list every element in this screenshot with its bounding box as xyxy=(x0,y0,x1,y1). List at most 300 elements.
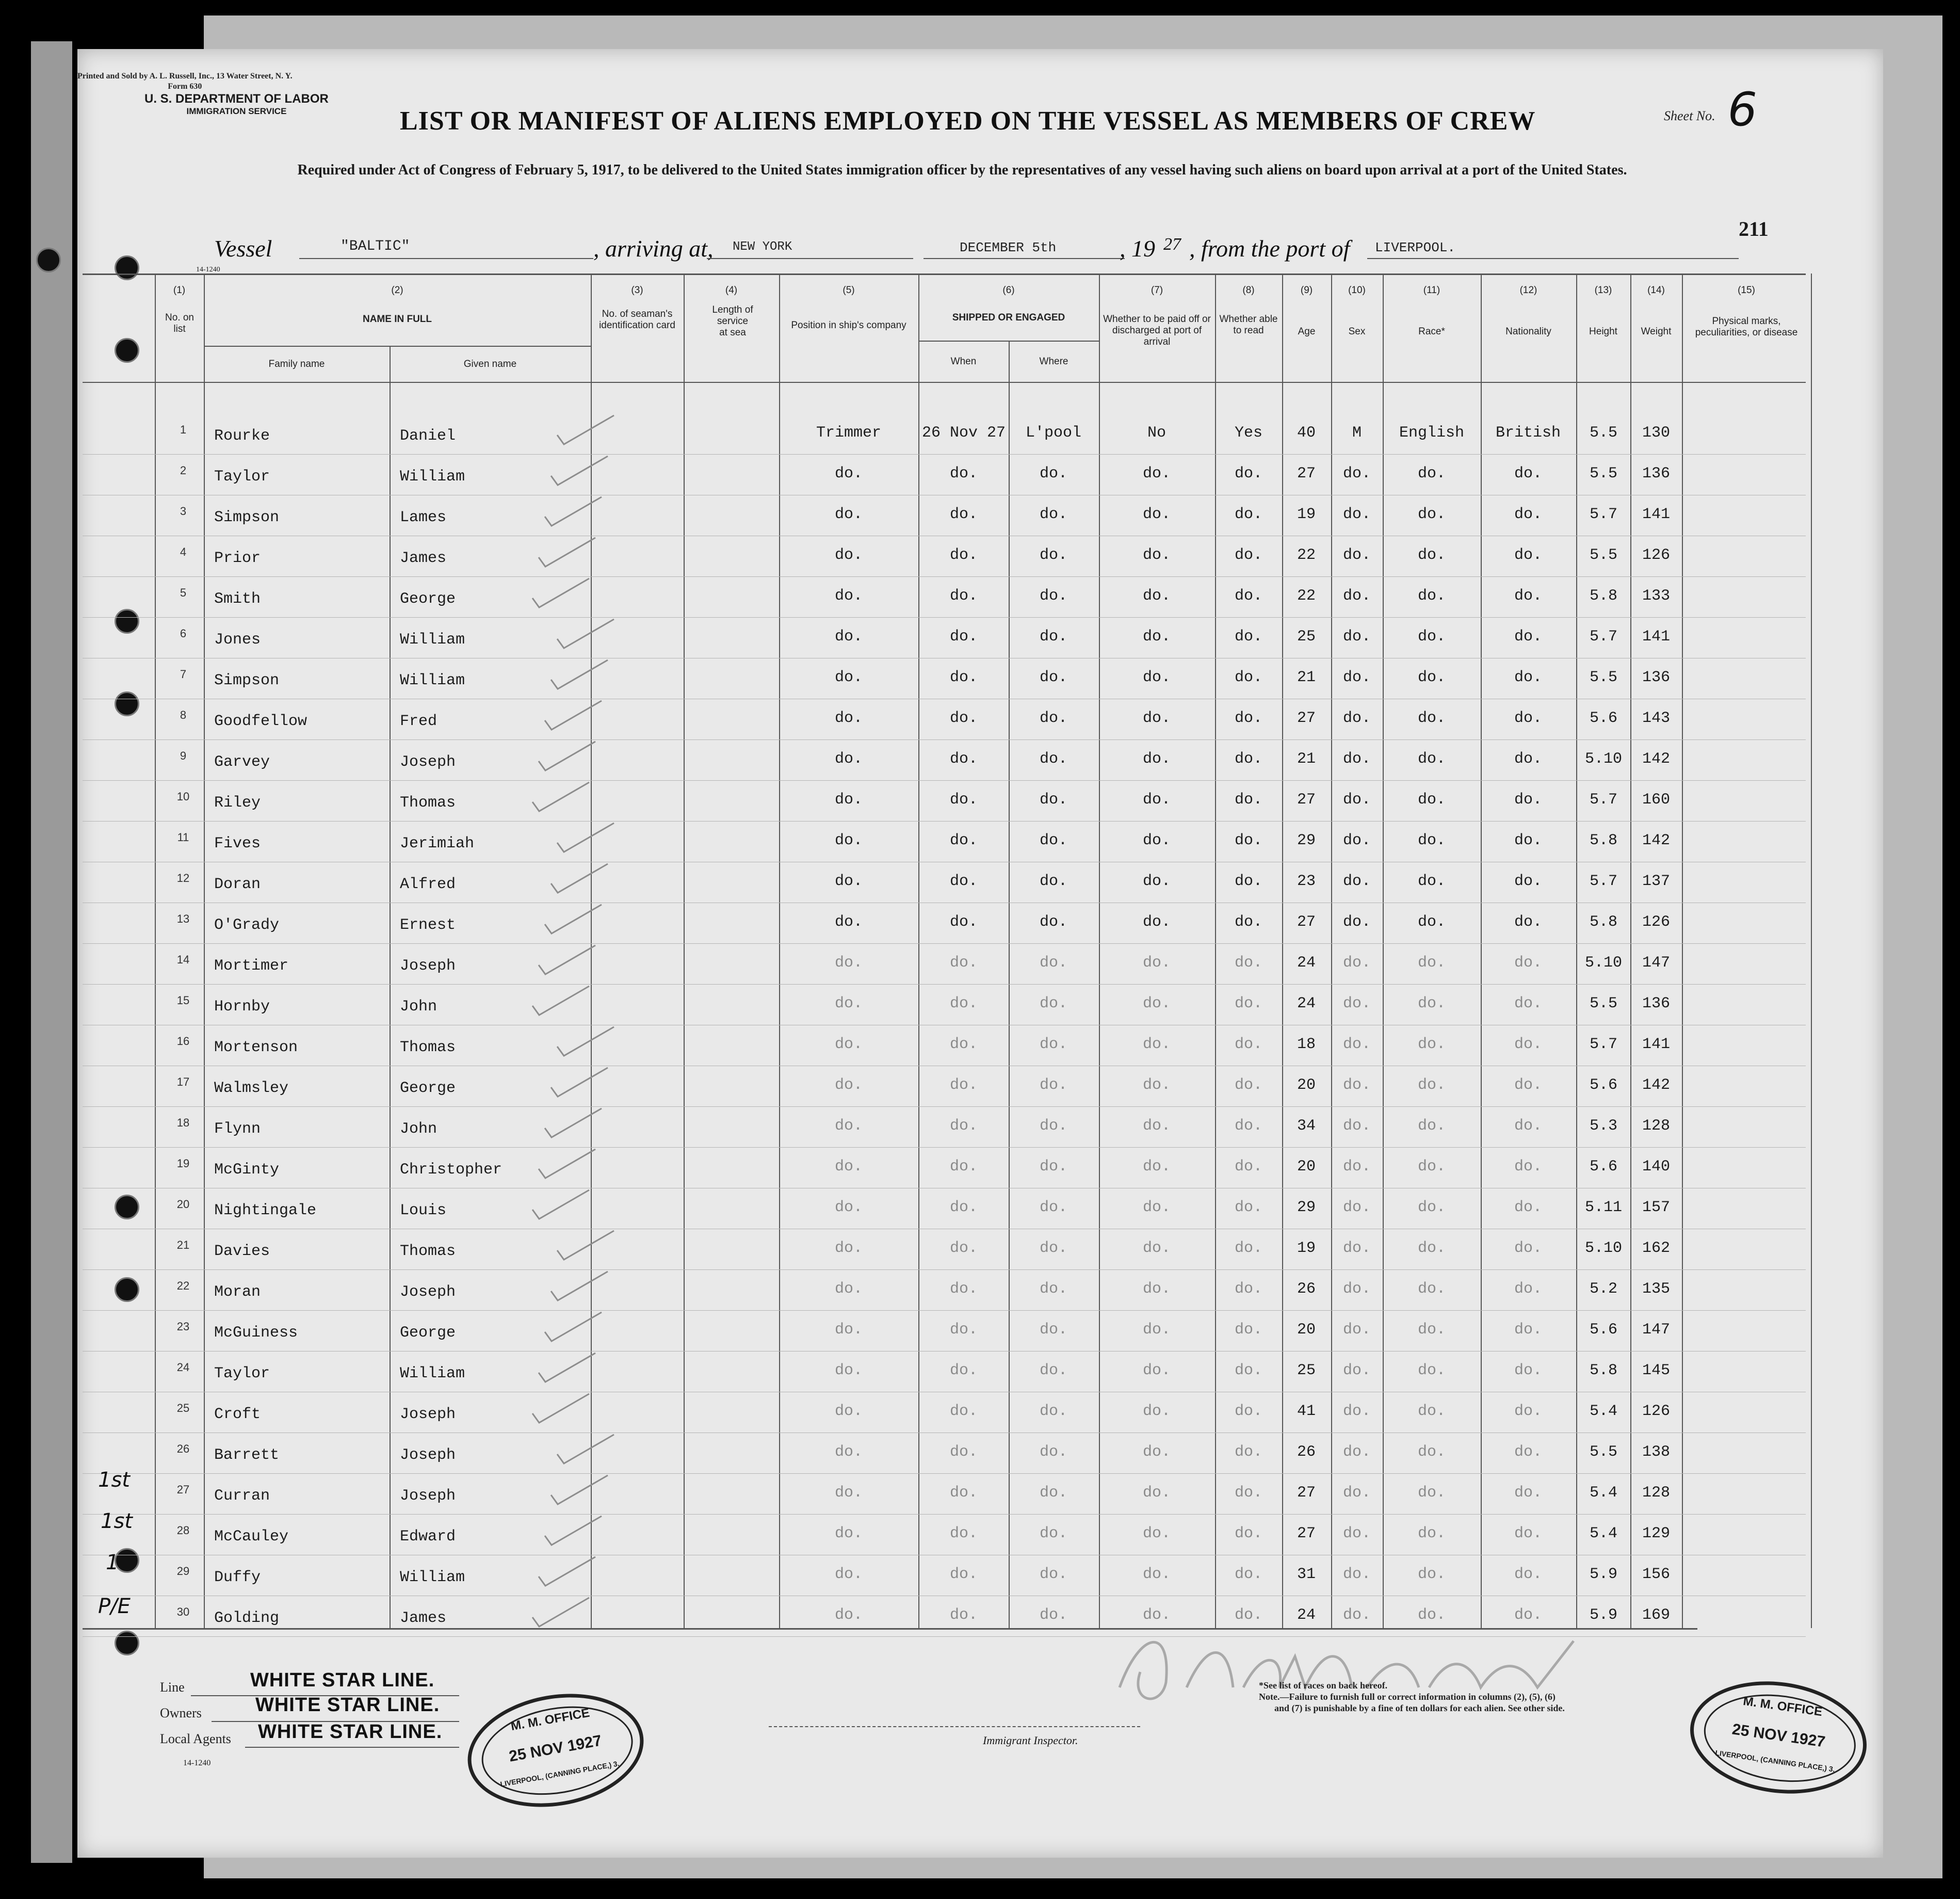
cell-position: do. xyxy=(834,954,863,972)
cell-list-number: 22 xyxy=(176,1279,190,1292)
cell-paid-off: do. xyxy=(1142,913,1171,931)
cell-shipped-when: 26 Nov 27 xyxy=(921,424,1006,442)
cell-able-to-read: do. xyxy=(1234,1566,1263,1583)
cell-nationality: do. xyxy=(1514,913,1543,931)
cell-position: do. xyxy=(834,628,863,646)
cell-nationality: do. xyxy=(1514,995,1543,1012)
cell-sex: do. xyxy=(1342,669,1371,686)
cell-position: do. xyxy=(834,1403,863,1420)
cell-shipped-where: do. xyxy=(1039,1036,1068,1053)
cell-height: 5.4 xyxy=(1589,1525,1618,1542)
cell-sex: do. xyxy=(1342,506,1371,523)
cell-paid-off: do. xyxy=(1142,1484,1171,1502)
cell-paid-off: do. xyxy=(1142,1117,1171,1135)
cell-weight: 129 xyxy=(1642,1525,1671,1542)
cell-shipped-where: do. xyxy=(1039,628,1068,646)
cell-list-number: 26 xyxy=(176,1442,190,1455)
cell-paid-off: do. xyxy=(1142,1158,1171,1176)
checkmark-icon xyxy=(555,1026,617,1062)
cell-age: 18 xyxy=(1297,1036,1316,1053)
vessel-name: "BALTIC" xyxy=(341,238,410,254)
cell-paid-off: do. xyxy=(1142,710,1171,727)
cell-shipped-when: do. xyxy=(949,1199,978,1216)
cell-weight: 147 xyxy=(1642,1321,1671,1339)
cell-race: do. xyxy=(1417,628,1446,646)
cell-able-to-read: do. xyxy=(1234,995,1263,1012)
cell-shipped-where: do. xyxy=(1039,1199,1068,1216)
cell-height: 5.9 xyxy=(1589,1606,1618,1624)
footnote-races: *See list of races on back hereof. xyxy=(1259,1680,1388,1691)
checkmark-icon xyxy=(555,618,617,654)
cell-nationality: do. xyxy=(1514,1036,1543,1053)
cell-family-name: Smith xyxy=(214,590,261,608)
cell-weight: 142 xyxy=(1642,1076,1671,1094)
cell-list-number: 27 xyxy=(176,1483,190,1496)
cell-shipped-when: do. xyxy=(949,791,978,809)
cell-nationality: do. xyxy=(1514,873,1543,890)
cell-paid-off: do. xyxy=(1142,1036,1171,1053)
cell-race: do. xyxy=(1417,954,1446,972)
cell-list-number: 3 xyxy=(180,505,187,518)
cell-position: do. xyxy=(834,1443,863,1461)
cell-given-name: Joseph xyxy=(400,1406,456,1423)
cell-sex: do. xyxy=(1342,791,1371,809)
arrival-date-line xyxy=(924,258,1125,259)
cell-list-number: 24 xyxy=(176,1361,190,1374)
cell-race: do. xyxy=(1417,1403,1446,1420)
cell-shipped-when: do. xyxy=(949,1158,978,1176)
cell-shipped-where: do. xyxy=(1039,669,1068,686)
cell-age: 20 xyxy=(1297,1321,1316,1339)
cell-position: do. xyxy=(834,1606,863,1624)
cell-able-to-read: do. xyxy=(1234,710,1263,727)
cell-age: 22 xyxy=(1297,546,1316,564)
stamp-date: 25 NOV 1927 xyxy=(1731,1720,1826,1751)
cell-height: 5.5 xyxy=(1589,669,1618,686)
cell-able-to-read: do. xyxy=(1234,1158,1263,1176)
cell-able-to-read: do. xyxy=(1234,873,1263,890)
cell-family-name: Fives xyxy=(214,835,261,852)
col9-header: Age xyxy=(1298,326,1316,337)
cell-shipped-where: do. xyxy=(1039,1117,1068,1135)
checkmark-icon xyxy=(536,537,598,573)
cell-sex: do. xyxy=(1342,628,1371,646)
cell-weight: 128 xyxy=(1642,1117,1671,1135)
cell-sex: do. xyxy=(1342,1403,1371,1420)
document-subtitle: Required under Act of Congress of February 5, 1917, to be delivered to the United States immigration officer by the representatives of any vessel having such aliens on board upon arrival at a port of the United States. xyxy=(297,162,1627,178)
cell-race: English xyxy=(1399,424,1465,442)
cell-given-name: George xyxy=(400,1080,456,1097)
cell-height: 5.8 xyxy=(1589,832,1618,849)
sheet-label: Sheet No. xyxy=(1664,108,1715,123)
checkmark-icon xyxy=(548,1270,610,1307)
departure-port-line xyxy=(1367,258,1739,259)
cell-list-number: 25 xyxy=(176,1402,190,1414)
cell-age: 29 xyxy=(1297,832,1316,849)
sheet-number: 6 xyxy=(1727,83,1757,137)
stamp-location: LIVERPOOL, (CANNING PLACE,) 3. xyxy=(1714,1748,1836,1774)
footnote-penalty-cont: and (7) is punishable by a fine of ten dollars for each alien. See other side. xyxy=(1274,1703,1565,1713)
name-subheader-line xyxy=(204,346,591,347)
cell-nationality: do. xyxy=(1514,1117,1543,1135)
checkmark-icon xyxy=(548,659,610,695)
column-divider xyxy=(155,273,156,1628)
margin-note: 1st xyxy=(101,1509,133,1533)
cell-paid-off: do. xyxy=(1142,1199,1171,1216)
cell-shipped-where: do. xyxy=(1039,791,1068,809)
cell-height: 5.4 xyxy=(1589,1403,1618,1420)
cell-family-name: Prior xyxy=(214,550,261,567)
cell-race: do. xyxy=(1417,1443,1446,1461)
cell-race: do. xyxy=(1417,995,1446,1012)
cell-age: 27 xyxy=(1297,1484,1316,1502)
given-name-header: Given name xyxy=(463,359,517,369)
cell-race: do. xyxy=(1417,1362,1446,1379)
row-rule xyxy=(83,1147,1806,1148)
cell-paid-off: do. xyxy=(1142,791,1171,809)
cell-nationality: do. xyxy=(1514,1566,1543,1583)
cell-family-name: Mortenson xyxy=(214,1039,298,1056)
cell-able-to-read: do. xyxy=(1234,1076,1263,1094)
cell-list-number: 17 xyxy=(176,1075,190,1088)
inspector-signature-line xyxy=(769,1726,1140,1727)
checkmark-icon xyxy=(548,1067,610,1103)
cell-age: 24 xyxy=(1297,995,1316,1012)
cell-able-to-read: do. xyxy=(1234,1321,1263,1339)
cell-given-name: John xyxy=(400,1120,438,1138)
cell-age: 27 xyxy=(1297,913,1316,931)
cell-paid-off: do. xyxy=(1142,506,1171,523)
cell-able-to-read: do. xyxy=(1234,506,1263,523)
cell-position: do. xyxy=(834,750,863,768)
cell-family-name: Barrett xyxy=(214,1446,280,1464)
line-value: WHITE STAR LINE. xyxy=(250,1669,435,1691)
shipped-when-header: When xyxy=(950,356,977,367)
cell-sex: do. xyxy=(1342,873,1371,890)
cell-nationality: do. xyxy=(1514,669,1543,686)
cell-race: do. xyxy=(1417,669,1446,686)
cell-family-name: Hornby xyxy=(214,998,270,1016)
agents-label: Local Agents xyxy=(160,1731,231,1746)
cell-able-to-read: do. xyxy=(1234,832,1263,849)
cell-nationality: do. xyxy=(1514,1240,1543,1257)
cell-nationality: do. xyxy=(1514,1484,1543,1502)
cell-age: 24 xyxy=(1297,954,1316,972)
cell-nationality: do. xyxy=(1514,1158,1543,1176)
header-bottom-border xyxy=(83,382,1806,383)
cell-given-name: Thomas xyxy=(400,794,456,812)
cell-age: 27 xyxy=(1297,1525,1316,1542)
cell-weight: 142 xyxy=(1642,750,1671,768)
arrival-date: DECEMBER 5th xyxy=(960,240,1057,255)
cell-shipped-where: do. xyxy=(1039,913,1068,931)
cell-shipped-where: do. xyxy=(1039,1525,1068,1542)
cell-list-number: 2 xyxy=(180,464,187,477)
checkmark-icon xyxy=(555,822,617,858)
cell-shipped-when: do. xyxy=(949,1280,978,1298)
cell-age: 27 xyxy=(1297,791,1316,809)
cell-able-to-read: do. xyxy=(1234,750,1263,768)
cell-weight: 169 xyxy=(1642,1606,1671,1624)
row-rule xyxy=(83,1310,1806,1311)
cell-weight: 141 xyxy=(1642,506,1671,523)
stamp-office: M. M. OFFICE xyxy=(509,1705,591,1734)
cell-height: 5.9 xyxy=(1589,1566,1618,1583)
cell-race: do. xyxy=(1417,506,1446,523)
col8-header: Whether able to read xyxy=(1219,314,1278,336)
cell-shipped-where: do. xyxy=(1039,506,1068,523)
cell-sex: do. xyxy=(1342,1484,1371,1502)
cell-able-to-read: do. xyxy=(1234,1443,1263,1461)
cell-height: 5.2 xyxy=(1589,1280,1618,1298)
cell-given-name: Lames xyxy=(400,509,447,526)
cell-race: do. xyxy=(1417,465,1446,482)
footnote-penalty: Note.—Failure to furnish full or correct information in columns (2), (5), (6) xyxy=(1259,1692,1556,1702)
cell-list-number: 12 xyxy=(176,872,190,884)
checkmark-icon xyxy=(530,781,592,817)
cell-shipped-where: do. xyxy=(1039,1240,1068,1257)
col14-header: Weight xyxy=(1641,326,1672,337)
column-divider xyxy=(1682,273,1683,1628)
row-rule xyxy=(83,617,1806,618)
row-rule xyxy=(83,821,1806,822)
checkmark-icon xyxy=(536,1148,598,1184)
cell-family-name: Golding xyxy=(214,1610,280,1627)
col10-number: (10) xyxy=(1348,285,1366,296)
cell-list-number: 18 xyxy=(176,1116,190,1129)
col14-number: (14) xyxy=(1647,285,1665,296)
cell-sex: do. xyxy=(1342,1566,1371,1583)
page-number: 211 xyxy=(1739,217,1769,240)
row-rule xyxy=(83,576,1806,577)
cell-age: 26 xyxy=(1297,1443,1316,1461)
cell-nationality: do. xyxy=(1514,1362,1543,1379)
cell-height: 5.5 xyxy=(1589,424,1618,442)
cell-able-to-read: do. xyxy=(1234,1199,1263,1216)
cell-height: 5.3 xyxy=(1589,1117,1618,1135)
cell-given-name: George xyxy=(400,590,456,608)
cell-nationality: do. xyxy=(1514,1321,1543,1339)
cell-nationality: do. xyxy=(1514,587,1543,605)
cell-able-to-read: do. xyxy=(1234,1525,1263,1542)
cell-family-name: Walmsley xyxy=(214,1080,289,1097)
cell-nationality: do. xyxy=(1514,465,1543,482)
cell-age: 27 xyxy=(1297,465,1316,482)
cell-family-name: O'Grady xyxy=(214,916,280,934)
cell-shipped-when: do. xyxy=(949,1117,978,1135)
cell-able-to-read: Yes xyxy=(1234,424,1263,442)
cell-height: 5.7 xyxy=(1589,791,1618,809)
printer-credit xyxy=(77,71,293,92)
cell-family-name: Jones xyxy=(214,631,261,649)
checkmark-icon xyxy=(530,985,592,1021)
cell-position: do. xyxy=(834,873,863,890)
cell-weight: 126 xyxy=(1642,1403,1671,1420)
col4-header: Length of service at sea xyxy=(712,304,753,338)
cell-family-name: Goodfellow xyxy=(214,713,307,730)
cell-height: 5.8 xyxy=(1589,1362,1618,1379)
cell-age: 23 xyxy=(1297,873,1316,890)
cell-shipped-where: do. xyxy=(1039,546,1068,564)
cell-shipped-when: do. xyxy=(949,913,978,931)
department-name: U. S. DEPARTMENT OF LABOR xyxy=(144,92,329,106)
cell-age: 22 xyxy=(1297,587,1316,605)
cell-position: do. xyxy=(834,1362,863,1379)
cell-position: do. xyxy=(834,506,863,523)
cell-shipped-where: do. xyxy=(1039,1158,1068,1176)
row-rule xyxy=(83,1106,1806,1107)
row-rule xyxy=(83,1473,1806,1474)
cell-shipped-when: do. xyxy=(949,1525,978,1542)
cell-paid-off: do. xyxy=(1142,546,1171,564)
cell-shipped-where: do. xyxy=(1039,1403,1068,1420)
cell-list-number: 14 xyxy=(176,953,190,966)
cell-paid-off: do. xyxy=(1142,873,1171,890)
row-rule xyxy=(83,984,1806,985)
cell-age: 25 xyxy=(1297,628,1316,646)
col15-number: (15) xyxy=(1738,285,1755,296)
cell-age: 26 xyxy=(1297,1280,1316,1298)
column-divider xyxy=(1383,273,1384,1628)
cell-age: 25 xyxy=(1297,1362,1316,1379)
cell-shipped-where: do. xyxy=(1039,1076,1068,1094)
cell-given-name: Joseph xyxy=(400,753,456,771)
cell-weight: 130 xyxy=(1642,424,1671,442)
cell-family-name: Davies xyxy=(214,1243,270,1260)
cell-race: do. xyxy=(1417,546,1446,564)
checkmark-icon xyxy=(530,1189,592,1225)
sheet-number-block xyxy=(1664,77,1757,137)
cell-given-name: Edward xyxy=(400,1528,456,1546)
cell-shipped-when: do. xyxy=(949,710,978,727)
cell-sex: do. xyxy=(1342,1321,1371,1339)
cell-sex: do. xyxy=(1342,1443,1371,1461)
cell-race: do. xyxy=(1417,1606,1446,1624)
column-divider xyxy=(1282,273,1283,1628)
cell-family-name: McCauley xyxy=(214,1528,289,1546)
cell-list-number: 7 xyxy=(180,668,187,681)
cell-paid-off: do. xyxy=(1142,669,1171,686)
col2-number: (2) xyxy=(391,285,403,296)
col10-header: Sex xyxy=(1348,326,1366,337)
cell-position: do. xyxy=(834,1240,863,1257)
cell-nationality: do. xyxy=(1514,710,1543,727)
cell-given-name: William xyxy=(400,1569,465,1586)
cell-height: 5.5 xyxy=(1589,465,1618,482)
cell-family-name: Nightingale xyxy=(214,1202,317,1219)
row-rule xyxy=(83,739,1806,740)
row-rule xyxy=(83,780,1806,781)
cell-given-name: William xyxy=(400,1365,465,1382)
col3-number: (3) xyxy=(631,285,643,296)
col5-number: (5) xyxy=(843,285,855,296)
checkmark-icon xyxy=(555,1434,617,1470)
owners-label: Owners xyxy=(160,1705,202,1720)
col12-number: (12) xyxy=(1519,285,1537,296)
cell-position: do. xyxy=(834,832,863,849)
cell-paid-off: do. xyxy=(1142,1240,1171,1257)
cell-sex: M xyxy=(1352,424,1362,442)
from-port-label: , from the port of xyxy=(1189,235,1350,262)
cell-position: do. xyxy=(834,710,863,727)
cell-position: do. xyxy=(834,1158,863,1176)
cell-given-name: George xyxy=(400,1324,456,1342)
cell-position: do. xyxy=(834,791,863,809)
cell-list-number: 15 xyxy=(176,994,190,1007)
cell-height: 5.10 xyxy=(1584,750,1623,768)
cell-list-number: 5 xyxy=(180,586,187,599)
cell-race: do. xyxy=(1417,913,1446,931)
cell-paid-off: do. xyxy=(1142,465,1171,482)
cell-weight: 136 xyxy=(1642,669,1671,686)
cell-race: do. xyxy=(1417,1484,1446,1502)
cell-weight: 136 xyxy=(1642,995,1671,1012)
cell-paid-off: do. xyxy=(1142,954,1171,972)
cell-height: 5.5 xyxy=(1589,995,1618,1012)
cell-weight: 141 xyxy=(1642,1036,1671,1053)
cell-sex: do. xyxy=(1342,1240,1371,1257)
cell-nationality: do. xyxy=(1514,1199,1543,1216)
cell-shipped-where: do. xyxy=(1039,954,1068,972)
cell-shipped-when: do. xyxy=(949,506,978,523)
cell-list-number: 30 xyxy=(176,1605,190,1618)
cell-shipped-when: do. xyxy=(949,995,978,1012)
cell-position: do. xyxy=(834,1199,863,1216)
cell-sex: do. xyxy=(1342,1036,1371,1053)
cell-list-number: 20 xyxy=(176,1198,190,1211)
cell-weight: 133 xyxy=(1642,587,1671,605)
cell-height: 5.8 xyxy=(1589,913,1618,931)
col6-number: (6) xyxy=(1002,285,1015,296)
cell-race: do. xyxy=(1417,1076,1446,1094)
department-block xyxy=(144,92,329,117)
cell-able-to-read: do. xyxy=(1234,1036,1263,1053)
cell-shipped-where: do. xyxy=(1039,832,1068,849)
cell-paid-off: do. xyxy=(1142,1403,1171,1420)
form-code: 14-1240 xyxy=(183,1759,211,1767)
column-divider xyxy=(1481,273,1482,1628)
cell-height: 5.6 xyxy=(1589,1321,1618,1339)
cell-list-number: 19 xyxy=(176,1157,190,1170)
cell-shipped-where: do. xyxy=(1039,465,1068,482)
cell-height: 5.6 xyxy=(1589,1158,1618,1176)
cell-weight: 128 xyxy=(1642,1484,1671,1502)
cell-shipped-when: do. xyxy=(949,1484,978,1502)
binder-hole xyxy=(115,1195,139,1219)
cell-weight: 143 xyxy=(1642,710,1671,727)
cell-paid-off: do. xyxy=(1142,628,1171,646)
checkmark-icon xyxy=(536,1556,598,1592)
cell-given-name: Joseph xyxy=(400,1446,456,1464)
cell-height: 5.5 xyxy=(1589,1443,1618,1461)
cell-height: 5.7 xyxy=(1589,1036,1618,1053)
margin-note: 1st xyxy=(98,1468,130,1492)
cell-age: 24 xyxy=(1297,1606,1316,1624)
cell-shipped-when: do. xyxy=(949,954,978,972)
cell-able-to-read: do. xyxy=(1234,669,1263,686)
cell-paid-off: do. xyxy=(1142,1606,1171,1624)
cell-shipped-where: do. xyxy=(1039,1321,1068,1339)
arrival-port-line xyxy=(707,258,913,259)
arriving-label: , arriving at, xyxy=(593,235,714,262)
cell-sex: do. xyxy=(1342,1362,1371,1379)
cell-race: do. xyxy=(1417,873,1446,890)
cell-sex: do. xyxy=(1342,750,1371,768)
cell-nationality: do. xyxy=(1514,546,1543,564)
col2-header: NAME IN FULL xyxy=(362,314,432,325)
cell-shipped-when: do. xyxy=(949,1076,978,1094)
cell-able-to-read: do. xyxy=(1234,791,1263,809)
